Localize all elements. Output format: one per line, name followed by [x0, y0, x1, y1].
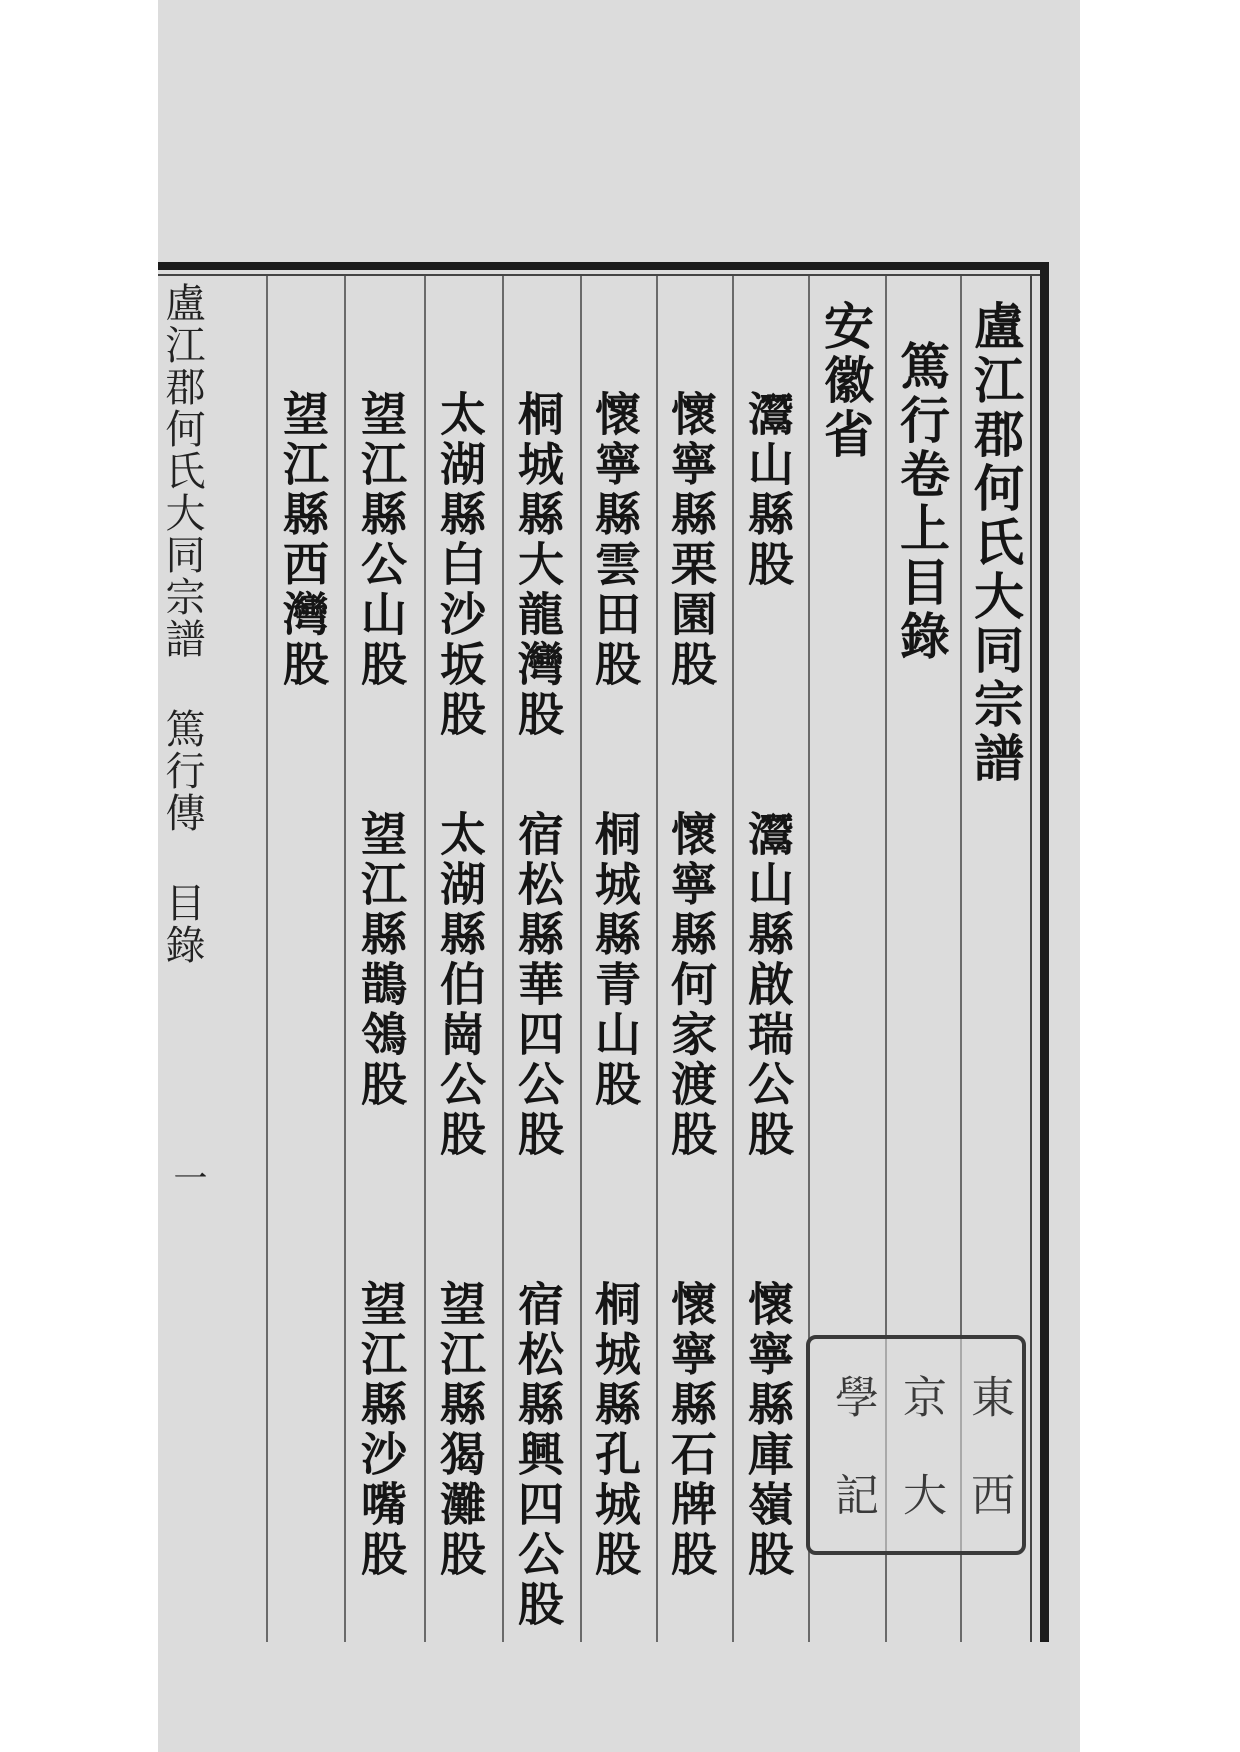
list-item: 灊山縣股 [741, 390, 795, 590]
seal-char: 京 [895, 1374, 946, 1418]
list-item: 桐城縣青山股 [588, 810, 642, 1110]
list-item: 灊山縣啟瑞公股 [741, 810, 795, 1160]
list-item: 懷寧縣雲田股 [588, 390, 642, 690]
list-item: 望江縣猲灘股 [433, 1280, 487, 1580]
right-border-inner [1030, 276, 1032, 1642]
page-number: 一 [167, 1160, 207, 1198]
margin-label: 盧江郡何氏大同宗譜 篤行傳 目錄 [159, 282, 205, 966]
top-border-inner [158, 274, 1040, 276]
column-rule [732, 276, 734, 1642]
province-heading: 安徽省 [816, 300, 875, 462]
column-rule [424, 276, 426, 1642]
column-rule [580, 276, 582, 1642]
seal-char: 西 [963, 1472, 1014, 1516]
column-rule [266, 276, 268, 1642]
list-item: 宿松縣興四公股 [511, 1280, 565, 1630]
library-seal [806, 1335, 1026, 1555]
seal-char: 大 [895, 1472, 946, 1516]
list-item: 懷寧縣栗園股 [664, 390, 718, 690]
column-rule [656, 276, 658, 1642]
list-item: 懷寧縣石牌股 [664, 1280, 718, 1580]
page-title: 盧江郡何氏大同宗譜 [966, 300, 1025, 786]
list-item: 懷寧縣何家渡股 [664, 810, 718, 1160]
list-item: 望江縣西灣股 [276, 390, 330, 690]
list-item: 桐城縣孔城股 [588, 1280, 642, 1580]
seal-char: 記 [827, 1472, 878, 1516]
list-item: 望江縣鵲鴒股 [354, 810, 408, 1110]
seal-char: 東 [963, 1374, 1014, 1418]
list-item: 太湖縣白沙坂股 [433, 390, 487, 740]
list-item: 望江縣公山股 [354, 390, 408, 690]
top-border [158, 262, 1040, 270]
list-item: 望江縣沙嘴股 [354, 1280, 408, 1580]
column-rule [502, 276, 504, 1642]
list-item: 宿松縣華四公股 [511, 810, 565, 1160]
right-border [1040, 262, 1049, 1642]
list-item: 懷寧縣庫嶺股 [741, 1280, 795, 1580]
list-item: 桐城縣大龍灣股 [511, 390, 565, 740]
list-item: 太湖縣伯崗公股 [433, 810, 487, 1160]
section-subtitle: 篤行卷上目錄 [892, 340, 951, 664]
seal-char: 學 [827, 1374, 878, 1418]
column-rule [344, 276, 346, 1642]
